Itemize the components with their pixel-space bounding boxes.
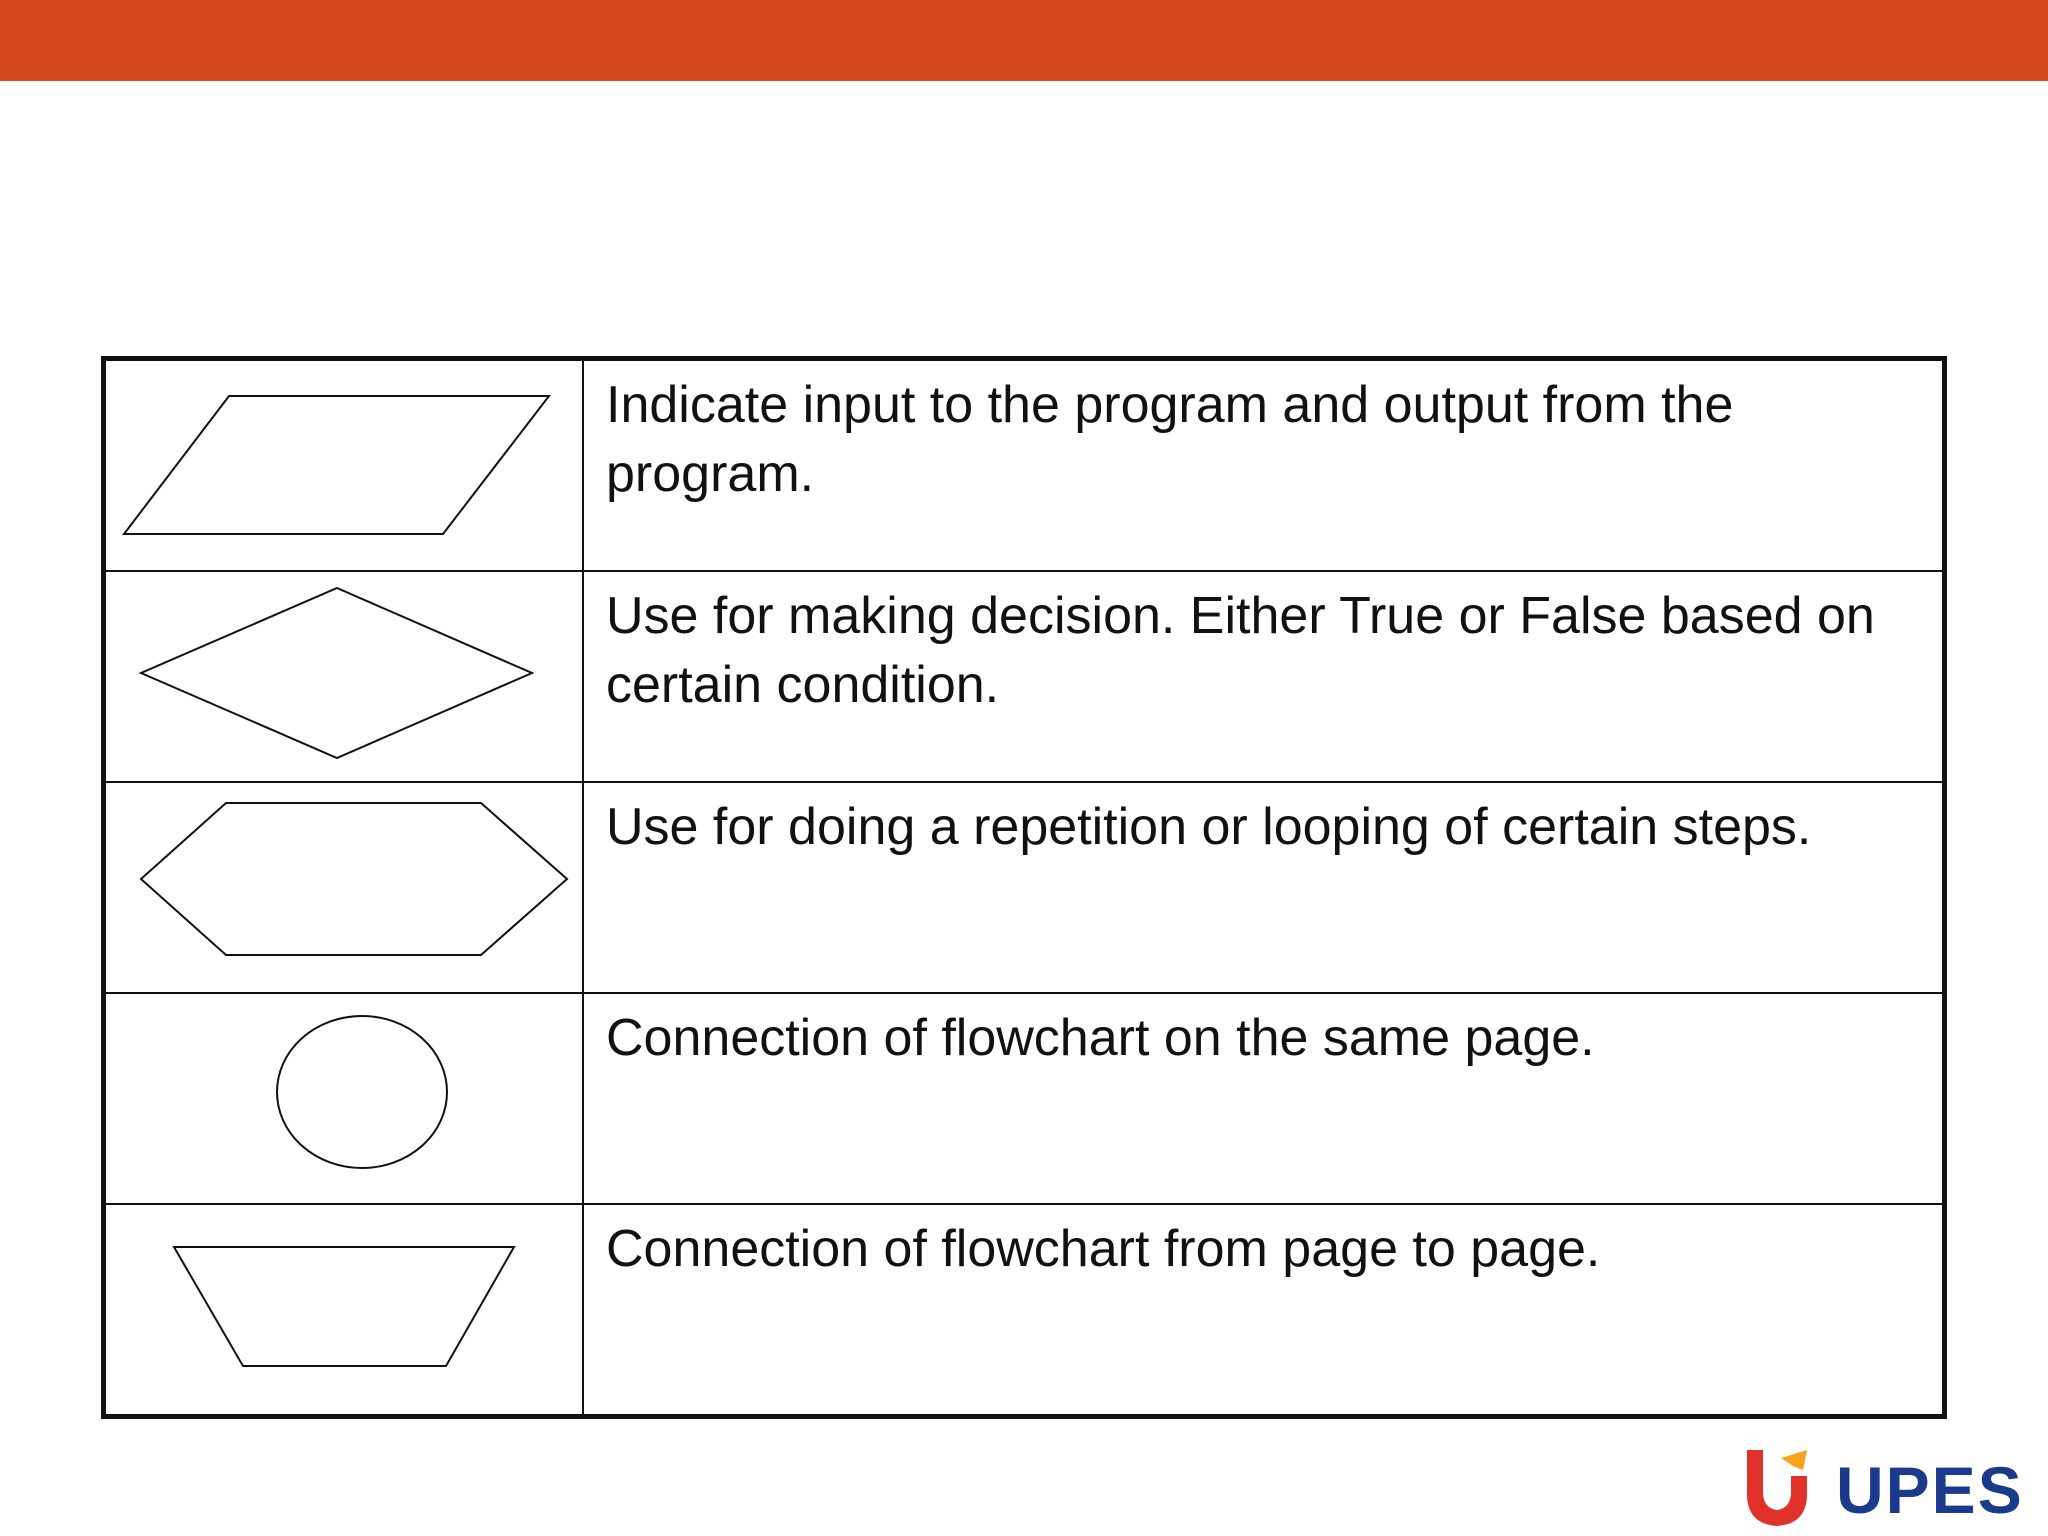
row-description: Use for making decision. Either True or False based on certain condition.	[583, 571, 1945, 782]
parallelogram-icon	[106, 361, 582, 560]
top-banner	[0, 0, 2048, 81]
shape-cell	[104, 359, 584, 572]
hexagon-icon	[106, 783, 582, 982]
row-description: Indicate input to the program and output from the program.	[583, 359, 1945, 572]
flowchart-symbols-table	[101, 356, 1947, 1419]
shape-cell	[104, 782, 584, 993]
table-row	[104, 1204, 1945, 1417]
table-row	[104, 571, 1945, 782]
table-row	[104, 993, 1945, 1204]
row-description: Use for doing a repetition or looping of certain steps.	[583, 782, 1945, 993]
table-row	[104, 359, 1945, 572]
row-description: Connection of flowchart on the same page.	[583, 993, 1945, 1204]
row-description: Connection of flowchart from page to page.	[583, 1204, 1945, 1417]
shape-cell	[104, 993, 584, 1204]
logo-text: UPES	[1836, 1453, 2024, 1527]
upes-logo-icon	[1745, 1448, 1835, 1528]
trapezoid-icon	[106, 1205, 582, 1404]
table-row	[104, 782, 1945, 993]
shape-cell	[104, 1204, 584, 1417]
diamond-icon	[106, 572, 582, 771]
circle-icon	[106, 994, 582, 1193]
shape-cell	[104, 571, 584, 782]
